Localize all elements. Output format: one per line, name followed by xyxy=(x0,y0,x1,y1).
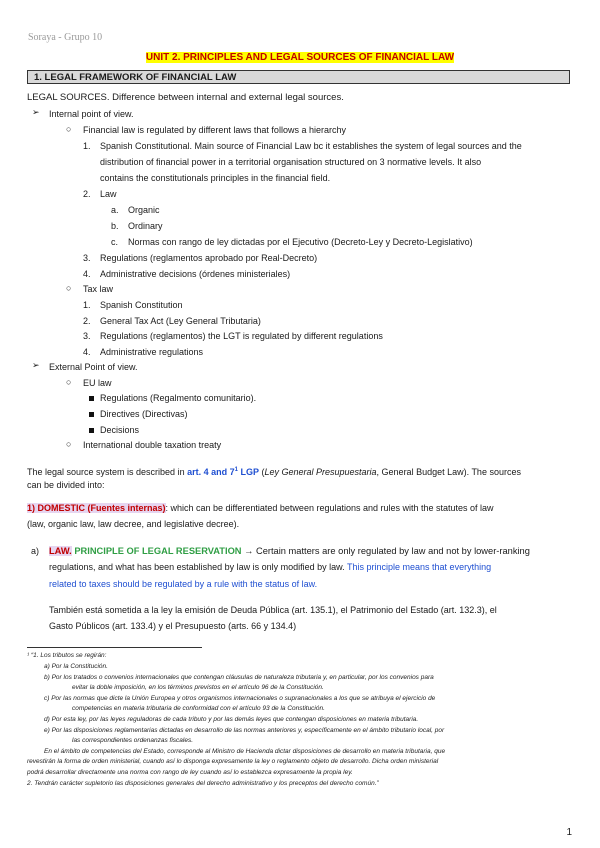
list-number: 4. xyxy=(83,269,91,279)
list-number: 3. xyxy=(83,253,91,263)
list-number: 4. xyxy=(83,347,91,357)
body-paragraph-2-line1: 1) DOMESTIC (Fuentes internas): which can be differentiated between regulations and rules with the statutes of law xyxy=(27,503,494,513)
tax-law-label: Tax law xyxy=(83,284,114,294)
treaty-label: International double taxation treaty xyxy=(83,440,222,450)
document-title xyxy=(0,52,600,63)
footnote-line: ¹ “1. Los tributos se regirán: xyxy=(27,652,107,659)
footnote-line: evitar la doble imposición, en los términos previstos en el artículo 96 de la Constitución. xyxy=(72,684,324,691)
body-paragraph-1-line2: can be divided into: xyxy=(27,480,105,490)
square-bullet-icon xyxy=(89,412,94,417)
eu-item3: Decisions xyxy=(100,425,140,435)
tax-item1: Spanish Constitution xyxy=(100,300,183,310)
law-c: Normas con rango de ley dictadas por el Ejecutivo (Decreto-Ley y Decreto-Legislativo) xyxy=(128,237,473,247)
footnote-line: b) Por los tratados o convenios internacionales que contengan cláusulas de naturaleza tributaria y, en particular, por los convenios para xyxy=(44,674,434,681)
footnote-line: 2. Tendrán carácter supletorio las disposiciones generales del derecho administrativo y los preceptos del derecho común.” xyxy=(27,780,379,787)
principle-heading: PRINCIPLE OF LEGAL RESERVATION xyxy=(74,546,242,556)
domestic-heading: 1) DOMESTIC (Fuentes internas) xyxy=(27,503,166,513)
law-paragraph-line3: related to taxes should be regulated by a rule with the status of law. xyxy=(49,579,318,589)
list-number: 3. xyxy=(83,331,91,341)
list-number: 2. xyxy=(83,189,91,199)
footnote-line: En el ámbito de competencias del Estado, corresponde al Ministro de Hacienda dictar disposiciones de desarrollo en materia tributaria, que xyxy=(44,748,446,755)
circle-bullet-icon: ○ xyxy=(66,377,72,387)
footnote-line: podrá desarrollar directamente una norma con rango de ley cuando así lo establezca expresamente la propia ley. xyxy=(27,769,353,776)
footnote-line: d) Por esta ley, por las leyes reguladoras de cada tributo y por las demás leyes que contengan disposiciones en materia tributaria. xyxy=(44,716,419,723)
footnote-separator xyxy=(27,647,202,648)
fl-item2: Law xyxy=(100,189,117,199)
circle-bullet-icon: ○ xyxy=(66,439,72,449)
fl-item1-line3: contains the constitutionals principles in the financial field. xyxy=(100,173,331,183)
list-number: 1. xyxy=(83,141,91,151)
square-bullet-icon xyxy=(89,396,94,401)
title-text: UNIT 2. PRINCIPLES AND LEGAL SOURCES OF FINANCIAL LAW xyxy=(145,52,455,63)
list-letter: b. xyxy=(111,221,119,231)
section-heading-box: 1. LEGAL FRAMEWORK OF FINANCIAL LAW xyxy=(27,70,570,84)
eu-item1: Regulations (Regalmento comunitario). xyxy=(100,393,257,403)
law-paragraph-line1: LAW. PRINCIPLE OF LEGAL RESERVATION → Certain matters are only regulated by law and not by lower-ranking xyxy=(49,546,530,556)
article-reference: art. 4 and 7 xyxy=(187,467,235,477)
square-bullet-icon xyxy=(89,428,94,433)
arrow-bullet-icon: ➢ xyxy=(32,360,40,370)
tax-item4: Administrative regulations xyxy=(100,347,204,357)
fl-item4: Administrative decisions (órdenes ministeriales) xyxy=(100,269,291,279)
footnote-line: a) Por la Constitución. xyxy=(44,663,108,670)
body-paragraph-1-line1: The legal source system is described in art. 4 and $7^1$ LGP (Ley General Presupuestaria, General Budget Law). The sources xyxy=(27,467,521,477)
law-b: Ordinary xyxy=(128,221,163,231)
section-subheading: LEGAL SOURCES. Difference between internal and external legal sources. xyxy=(27,92,344,103)
footnote-line: c) Por las normas que dicte la Unión Europea y otros organismos internacionales o supranacionales a los que se atribuya el ejercicio de xyxy=(44,695,436,702)
eu-law-label: EU law xyxy=(83,378,112,388)
list-letter: c. xyxy=(111,237,119,247)
financial-law-intro: Financial law is regulated by different laws that follows a hierarchy xyxy=(83,125,346,135)
footnote-line: competencias en materia tributaria de conformidad con el artículo 93 de la Constitución. xyxy=(72,705,325,712)
body-paragraph-2-line2: (law, organic law, law decree, and legislative decree). xyxy=(27,519,240,529)
internal-label: Internal point of view. xyxy=(49,109,134,119)
law-a: Organic xyxy=(128,205,160,215)
fl-item1-line1: Spanish Constitutional. Main source of Financial Law bc it establishes the system of legal sources and the xyxy=(100,141,522,151)
law-heading: LAW. xyxy=(49,546,72,556)
list-number: 2. xyxy=(83,316,91,326)
footnote-line: revestirán la forma de orden ministerial, cuando así lo disponga expresamente la ley o reglamento objeto de desarrollo. Dicha orden ministerial xyxy=(27,758,439,765)
list-letter: a. xyxy=(111,205,119,215)
arrow-bullet-icon: ➢ xyxy=(32,107,40,117)
header-author: Soraya - Grupo 10 xyxy=(28,32,103,43)
footnote-line: las correspondientes ordenanzas fiscales. xyxy=(72,737,194,744)
tax-item3: Regulations (reglamentos) the LGT is regulated by different regulations xyxy=(100,331,383,341)
eu-item2: Directives (Directivas) xyxy=(100,409,188,419)
tax-item2: General Tax Act (Ley General Tributaria) xyxy=(100,316,261,326)
body-paragraph-4-line1: También está sometida a la ley la emisión de Deuda Pública (art. 135.1), el Patrimonio del Estado (art. 132.3), el xyxy=(49,605,497,615)
fl-item1-line2: distribution of financial power in a territorial organisation structured on 3 normative levels. It also xyxy=(100,157,482,167)
body-paragraph-4-line2: Gasto Públicos (art. 133.4) y el Presupuesto (arts. 66 y 134.4) xyxy=(49,621,297,631)
external-label: External Point of view. xyxy=(49,362,138,372)
list-number: 1. xyxy=(83,300,91,310)
list-letter: a) xyxy=(31,546,40,556)
circle-bullet-icon: ○ xyxy=(66,124,72,134)
footnote-line: e) Por las disposiciones reglamentarias dictadas en desarrollo de las normas anteriores y, específicamente en el ámbito tributario local, por xyxy=(44,727,445,734)
footnote-marker: 1 xyxy=(234,467,238,473)
fl-item3: Regulations (reglamentos aprobado por Real-Decreto) xyxy=(100,253,318,263)
circle-bullet-icon: ○ xyxy=(66,283,72,293)
law-paragraph-line2: regulations, and what has been established by law is only modified by law. This principle means that everything xyxy=(49,562,492,572)
page-number: 1 xyxy=(566,827,572,838)
